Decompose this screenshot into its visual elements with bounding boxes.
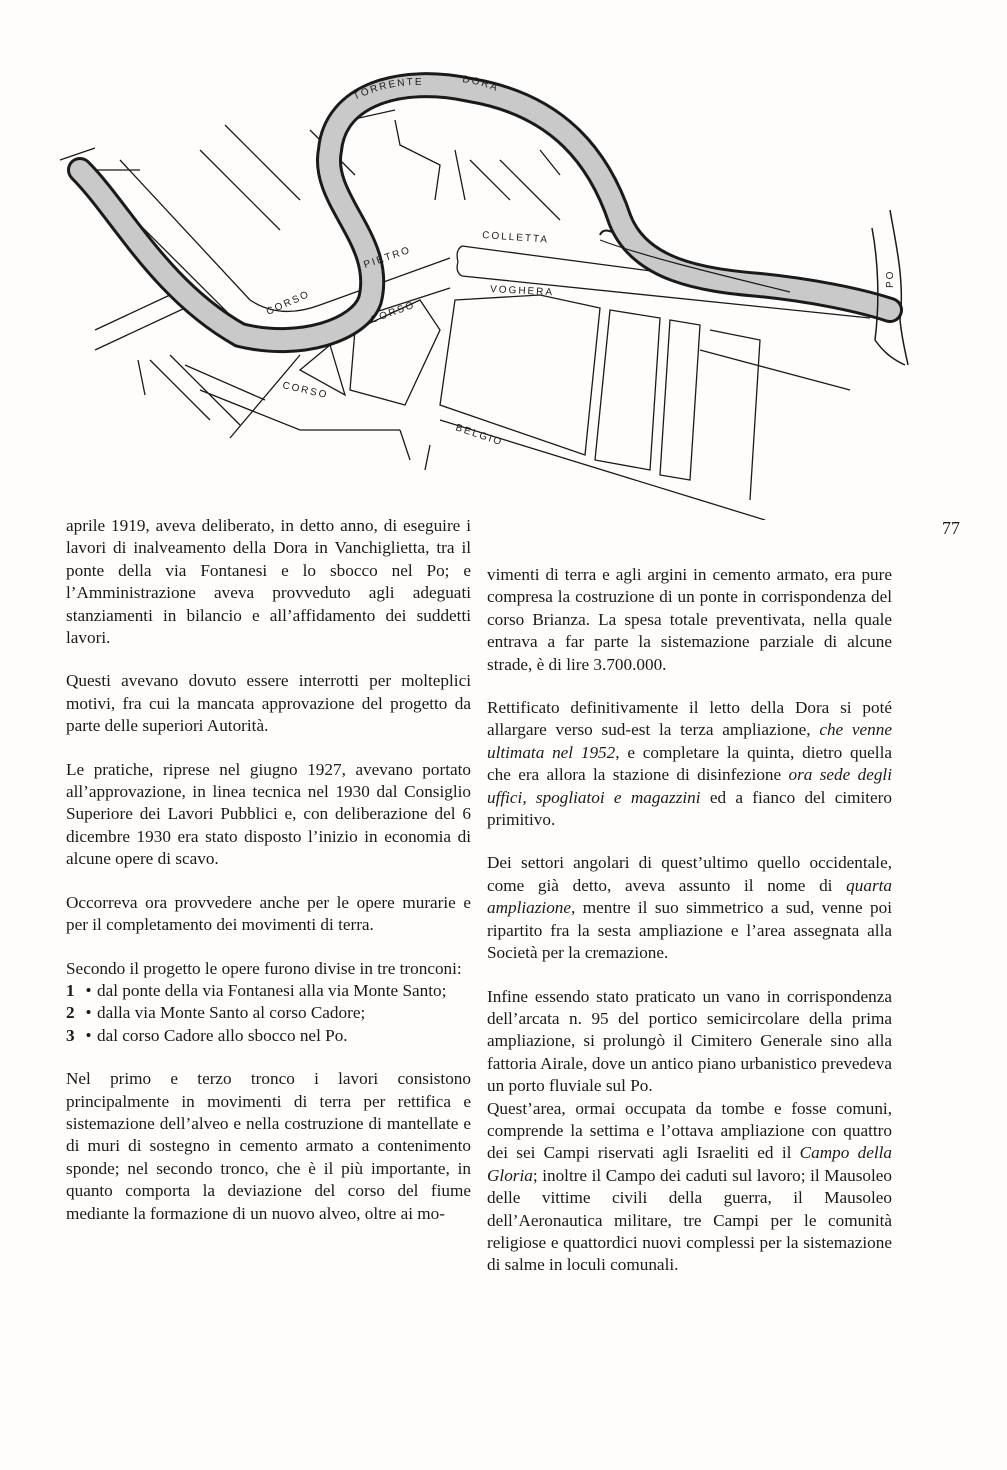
paragraph bbox=[487, 1098, 892, 1277]
river-map bbox=[0, 0, 1007, 520]
text-run: ed a fianco del cimitero primitivo. bbox=[487, 787, 893, 830]
paragraph: aprile 1919, aveva deliberato, in detto anno, di eseguire i lavori di inalveamento della Dora in Vanchiglietta, tra il ponte della via Fontanesi e lo sbocco nel Po; e l’Amministrazione aveva provveduto agli adeguati stanziamenti in bilancio e all’affidamento dei suddetti lavori. bbox=[66, 516, 471, 648]
list-text: dal ponte della via Fontanesi alla via Monte Santo; bbox=[97, 980, 447, 1000]
label-pietro: PIETRO bbox=[362, 244, 413, 271]
italic-run: Campo della Gloria bbox=[487, 1143, 892, 1185]
left-column bbox=[66, 515, 471, 1246]
bullet-icon: • bbox=[85, 1025, 92, 1045]
label-po: PO bbox=[885, 269, 896, 288]
paragraph: Secondo il progetto le opere furono divise in tre tronconi: bbox=[66, 958, 462, 978]
label-corso-voghera: CORSO bbox=[369, 299, 417, 326]
text-run: Quest’area, ormai occupata da tombe e fosse comuni, comprende la settima e l’ottava ampliazione con quattro dei sei Campi riservati agli Israeliti ed il bbox=[487, 1098, 892, 1163]
list-item bbox=[66, 980, 471, 1002]
right-column bbox=[487, 564, 892, 1298]
svg-text:CORSO bbox=[265, 289, 312, 318]
street-grid bbox=[60, 110, 870, 520]
svg-text:CORSO bbox=[281, 380, 329, 401]
paragraph: Questi avevano dovuto essere interrotti per molteplici motivi, fra cui la mancata approvazione del progetto da parte delle superiori Autorità. bbox=[66, 671, 471, 736]
italic-run: che venne ultimata nel 1952 bbox=[487, 720, 892, 762]
list-text: dalla via Monte Santo al corso Cadore; bbox=[97, 1003, 366, 1023]
list-number: 2 bbox=[66, 1003, 75, 1023]
text-run: , mentre il suo simmetrico a sud, venne poi ripartito fra la sesta ampliazione e l’area assegnata alla Società per la cremazione. bbox=[487, 898, 892, 963]
italic-run: ora sede degli uffici, spogliatoi e magazzini bbox=[487, 765, 892, 807]
text-run: , e completare la quinta, dietro quella che era allora la stazione di disinfezione bbox=[487, 742, 892, 785]
label-voghera: VOGHERA bbox=[489, 284, 555, 299]
label-corso-belgio: CORSO bbox=[281, 380, 330, 402]
page-number: 77 bbox=[942, 518, 960, 538]
label-dora: DORA bbox=[461, 74, 501, 95]
troncone-list bbox=[66, 980, 471, 1047]
paragraph bbox=[487, 697, 892, 831]
text-run: Dei settori angolari di quest’ultimo quello occidentale, come già detto, aveva assunto il nome di bbox=[487, 853, 892, 895]
list-item bbox=[66, 1025, 471, 1047]
list-number: 3 bbox=[66, 1025, 75, 1045]
river-dora bbox=[80, 85, 890, 340]
label-corso-pietro: CORSO bbox=[264, 288, 312, 318]
paragraph: Occorreva ora provvedere anche per le opere murarie e per il completamento dei movimenti di terra. bbox=[66, 892, 471, 935]
paragraph: Le pratiche, riprese nel giugno 1927, avevano portato all’approvazione, in linea tecnica nel 1930 dal Consiglio Superiore dei Lavori Pubblici e, con deliberazione del 6 dicembre 1930 era stato disposto l’inizio in economia di alcune opere di scavo. bbox=[66, 759, 471, 869]
italic-run: quarta ampliazione bbox=[487, 875, 892, 918]
text-run: Rettificato definitivamente il letto della Dora si poté allargare verso sud-est la terza ampliazione, bbox=[487, 698, 892, 740]
list-text: dal corso Cadore allo sbocco nel Po. bbox=[97, 1025, 348, 1045]
bullet-icon: • bbox=[85, 980, 92, 1000]
list-item bbox=[66, 1002, 471, 1024]
list-number: 1 bbox=[66, 980, 75, 1000]
paragraph: Nel primo e terzo tronco i lavori consistono principalmente in movimenti di terra per rettifica e sistemazione dell’alveo e nella costruzione di mantellate e di muri di sostegno in cemento armato a contenimento sponde; nel secondo tronco, che è il più importante, in quanto comporta la deviazione del corso del fiume mediante la formazione di un nuovo alveo, oltre ai mo- bbox=[66, 1069, 471, 1223]
svg-text:BELGIO bbox=[454, 422, 504, 448]
paragraph bbox=[487, 852, 892, 964]
text-run: ; inoltre il Campo dei caduti sul lavoro; il Mausoleo delle vittime civili della guerra, il Mausoleo dell’Aeronautica militare, tre Campi per le comunità religiose e quattordici nuovi complessi per la sistemazione di salme in loculi comunali. bbox=[487, 1165, 892, 1275]
bullet-icon: • bbox=[85, 1003, 92, 1023]
label-colletta: COLLETTA bbox=[481, 230, 550, 246]
label-torrente: TORRENTE bbox=[351, 76, 424, 103]
label-belgio: BELGIO bbox=[454, 422, 505, 449]
paragraph: vimenti di terra e agli argini in cemento armato, era pure compresa la costruzione di un ponte in corrispondenza del corso Brianza. La spesa totale preventivata, nella quale entrava a far parte la sistemazione parziale di alcune strade, è di lire 3.700.000. bbox=[487, 565, 892, 674]
paragraph: Infine essendo stato praticato un vano in corrispondenza dell’arcata n. 95 del portico semicircolare della prima ampliazione, si prolungò il Cimitero Generale sino alla fattoria Airale, dove un antico piano urbanistico prevedeva un porto fluviale sul Po. bbox=[487, 986, 892, 1096]
